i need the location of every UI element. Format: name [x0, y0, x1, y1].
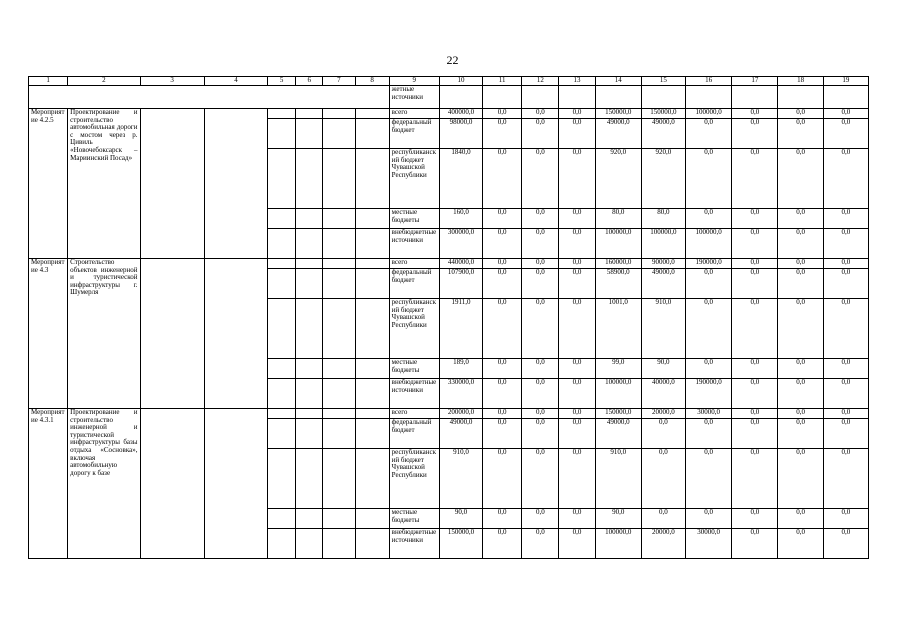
- funding-source: местные бюджеты: [389, 209, 439, 229]
- amount-cell: 90,0: [595, 509, 641, 529]
- amount-cell: 30000,0: [686, 529, 732, 559]
- amount-cell: 0,0: [559, 409, 595, 419]
- empty-cell: [296, 529, 323, 559]
- amount-cell: 0,0: [559, 509, 595, 529]
- empty-cell: [268, 149, 296, 209]
- amount-cell: 0,0: [522, 409, 559, 419]
- empty-cell: [355, 379, 389, 409]
- funding-source: федеральный бюджет: [389, 419, 439, 449]
- amount-cell: 0,0: [778, 149, 823, 209]
- empty-cell: [296, 209, 323, 229]
- amount-cell: 0,0: [522, 269, 559, 299]
- funding-source: республиканский бюджет Чувашской Республики: [389, 449, 439, 509]
- empty-cell: [140, 259, 204, 409]
- amount-cell: 0,0: [686, 119, 732, 149]
- amount-cell: 0,0: [559, 419, 595, 449]
- event-code: Мероприятие 4.3.1: [29, 409, 68, 559]
- table-row: [29, 409, 869, 419]
- amount-cell: 0,0: [823, 229, 868, 259]
- amount-cell: 0,0: [522, 149, 559, 209]
- funding-source: всего: [389, 109, 439, 119]
- empty-cell: [355, 529, 389, 559]
- amount-cell: 0,0: [483, 359, 522, 379]
- amount-cell: 400000,0: [439, 109, 482, 119]
- amount-cell: [686, 86, 732, 109]
- column-number: 1: [29, 77, 68, 86]
- amount-cell: 0,0: [559, 529, 595, 559]
- event-title: Проектирование и строительство инженерной и туристической инфраструктуры базы отдыха «Сосновка», включая автомобильную дорогу к базе: [68, 409, 140, 559]
- amount-cell: 0,0: [522, 529, 559, 559]
- amount-cell: 0,0: [559, 109, 595, 119]
- amount-cell: 0,0: [559, 449, 595, 509]
- amount-cell: 0,0: [483, 259, 522, 269]
- amount-cell: 0,0: [778, 449, 823, 509]
- empty-cell: [355, 269, 389, 299]
- column-number: 3: [140, 77, 204, 86]
- amount-cell: 0,0: [522, 449, 559, 509]
- empty-cell: [268, 529, 296, 559]
- amount-cell: 0,0: [522, 119, 559, 149]
- empty-cell: [323, 449, 355, 509]
- empty-cell: [296, 119, 323, 149]
- amount-cell: 0,0: [823, 259, 868, 269]
- funding-source: республиканский бюджет Чувашской Республики: [389, 149, 439, 209]
- empty-cell: [268, 299, 296, 359]
- amount-cell: 0,0: [778, 229, 823, 259]
- amount-cell: 0,0: [686, 299, 732, 359]
- amount-cell: 0,0: [522, 209, 559, 229]
- amount-cell: 49000,0: [439, 419, 482, 449]
- amount-cell: 150000,0: [439, 529, 482, 559]
- empty-cell: [323, 379, 355, 409]
- amount-cell: [559, 86, 595, 109]
- amount-cell: 0,0: [559, 379, 595, 409]
- amount-cell: 0,0: [483, 229, 522, 259]
- amount-cell: 150000,0: [595, 109, 641, 119]
- funding-source: внебюджетные источники: [389, 379, 439, 409]
- amount-cell: 0,0: [522, 259, 559, 269]
- amount-cell: 0,0: [778, 509, 823, 529]
- empty-cell: [296, 379, 323, 409]
- funding-source: федеральный бюджет: [389, 119, 439, 149]
- amount-cell: 190000,0: [686, 379, 732, 409]
- amount-cell: 0,0: [823, 419, 868, 449]
- column-number: 17: [732, 77, 778, 86]
- column-number: 19: [823, 77, 868, 86]
- empty-cell: [355, 229, 389, 259]
- amount-cell: 0,0: [641, 449, 685, 509]
- amount-cell: 0,0: [522, 379, 559, 409]
- amount-cell: 90,0: [641, 359, 685, 379]
- amount-cell: [595, 86, 641, 109]
- amount-cell: 920,0: [595, 149, 641, 209]
- amount-cell: 200000,0: [439, 409, 482, 419]
- amount-cell: 58900,0: [595, 269, 641, 299]
- empty-cell: [355, 259, 389, 269]
- column-number: 13: [559, 77, 595, 86]
- amount-cell: 0,0: [559, 259, 595, 269]
- empty-cell: [355, 119, 389, 149]
- amount-cell: 0,0: [732, 509, 778, 529]
- amount-cell: 0,0: [823, 359, 868, 379]
- amount-cell: 0,0: [732, 359, 778, 379]
- header-row: [29, 77, 869, 86]
- amount-cell: 0,0: [732, 229, 778, 259]
- amount-cell: 0,0: [823, 209, 868, 229]
- amount-cell: 0,0: [778, 409, 823, 419]
- amount-cell: 0,0: [483, 379, 522, 409]
- empty-cell: [296, 149, 323, 209]
- amount-cell: 0,0: [559, 269, 595, 299]
- amount-cell: 0,0: [483, 529, 522, 559]
- empty-cell: [296, 229, 323, 259]
- amount-cell: 107900,0: [439, 269, 482, 299]
- amount-cell: 0,0: [483, 449, 522, 509]
- amount-cell: 0,0: [732, 209, 778, 229]
- amount-cell: [778, 86, 823, 109]
- amount-cell: 0,0: [732, 269, 778, 299]
- amount-cell: [641, 86, 685, 109]
- empty-cell: [204, 409, 267, 559]
- funding-source: республиканский бюджет Чувашской Республики: [389, 299, 439, 359]
- amount-cell: [483, 86, 522, 109]
- empty-cell: [296, 449, 323, 509]
- empty-cell: [296, 109, 323, 119]
- budget-table: [28, 76, 869, 559]
- amount-cell: [439, 86, 482, 109]
- empty-cell: [323, 509, 355, 529]
- amount-cell: 0,0: [732, 109, 778, 119]
- empty-cell: [204, 109, 267, 259]
- amount-cell: 0,0: [522, 109, 559, 119]
- amount-cell: 0,0: [823, 299, 868, 359]
- amount-cell: 0,0: [559, 299, 595, 359]
- empty-cell: [355, 149, 389, 209]
- empty-cell: [323, 259, 355, 269]
- amount-cell: 49000,0: [595, 119, 641, 149]
- amount-cell: 0,0: [483, 209, 522, 229]
- empty-cell: [355, 209, 389, 229]
- empty-cell: [355, 509, 389, 529]
- amount-cell: 0,0: [778, 119, 823, 149]
- amount-cell: 0,0: [778, 419, 823, 449]
- column-number: 7: [323, 77, 355, 86]
- amount-cell: 0,0: [778, 379, 823, 409]
- amount-cell: 0,0: [559, 149, 595, 209]
- amount-cell: 100000,0: [595, 229, 641, 259]
- amount-cell: 49000,0: [641, 269, 685, 299]
- column-number: 4: [204, 77, 267, 86]
- empty-cell: [268, 509, 296, 529]
- amount-cell: 189,0: [439, 359, 482, 379]
- empty-cell: [296, 359, 323, 379]
- amount-cell: 0,0: [778, 529, 823, 559]
- amount-cell: 100000,0: [595, 379, 641, 409]
- amount-cell: 100000,0: [641, 229, 685, 259]
- empty-cell: [355, 359, 389, 379]
- amount-cell: 0,0: [483, 509, 522, 529]
- amount-cell: 0,0: [522, 299, 559, 359]
- amount-cell: 90,0: [439, 509, 482, 529]
- amount-cell: 99,0: [595, 359, 641, 379]
- amount-cell: 150000,0: [641, 109, 685, 119]
- amount-cell: 0,0: [686, 149, 732, 209]
- amount-cell: 150000,0: [595, 409, 641, 419]
- event-code: Мероприятие 4.2.5: [29, 109, 68, 259]
- column-number: 14: [595, 77, 641, 86]
- amount-cell: 0,0: [778, 209, 823, 229]
- amount-cell: 0,0: [641, 419, 685, 449]
- column-number: 11: [483, 77, 522, 86]
- amount-cell: [732, 86, 778, 109]
- empty-cell: [355, 449, 389, 509]
- amount-cell: 20000,0: [641, 409, 685, 419]
- amount-cell: 0,0: [641, 509, 685, 529]
- empty-cell: [296, 259, 323, 269]
- amount-cell: 20000,0: [641, 529, 685, 559]
- empty-cell: [268, 419, 296, 449]
- amount-cell: 0,0: [686, 509, 732, 529]
- amount-cell: 0,0: [686, 359, 732, 379]
- empty-cell: [268, 109, 296, 119]
- empty-cell: [296, 419, 323, 449]
- amount-cell: 910,0: [595, 449, 641, 509]
- column-number: 15: [641, 77, 685, 86]
- column-number: 18: [778, 77, 823, 86]
- amount-cell: 0,0: [823, 119, 868, 149]
- empty-cell: [268, 229, 296, 259]
- amount-cell: 0,0: [483, 409, 522, 419]
- amount-cell: 0,0: [732, 449, 778, 509]
- amount-cell: 49000,0: [595, 419, 641, 449]
- amount-cell: 0,0: [559, 119, 595, 149]
- amount-cell: 0,0: [522, 229, 559, 259]
- empty-cell: [268, 409, 296, 419]
- column-number: 8: [355, 77, 389, 86]
- empty-cell: [268, 359, 296, 379]
- amount-cell: 0,0: [559, 359, 595, 379]
- amount-cell: 0,0: [823, 409, 868, 419]
- funding-source: местные бюджеты: [389, 509, 439, 529]
- amount-cell: 0,0: [732, 529, 778, 559]
- amount-cell: 0,0: [686, 419, 732, 449]
- amount-cell: 0,0: [686, 209, 732, 229]
- amount-cell: 100000,0: [686, 229, 732, 259]
- amount-cell: 40000,0: [641, 379, 685, 409]
- amount-cell: 100000,0: [686, 109, 732, 119]
- table-row: [29, 86, 869, 109]
- amount-cell: 0,0: [823, 149, 868, 209]
- amount-cell: 0,0: [778, 299, 823, 359]
- funding-source: внебюджетные источники: [389, 229, 439, 259]
- amount-cell: 1840,0: [439, 149, 482, 209]
- page-number: 22: [446, 53, 459, 67]
- empty-cell: [268, 119, 296, 149]
- amount-cell: 0,0: [559, 209, 595, 229]
- amount-cell: 0,0: [778, 259, 823, 269]
- empty-cell: [268, 209, 296, 229]
- empty-cell: [204, 259, 267, 409]
- amount-cell: 0,0: [732, 419, 778, 449]
- amount-cell: 0,0: [732, 409, 778, 419]
- amount-cell: 80,0: [641, 209, 685, 229]
- empty-cell: [323, 529, 355, 559]
- empty-cell: [296, 409, 323, 419]
- amount-cell: 0,0: [559, 229, 595, 259]
- amount-cell: 0,0: [823, 509, 868, 529]
- amount-cell: 440000,0: [439, 259, 482, 269]
- funding-source: федеральный бюджет: [389, 269, 439, 299]
- amount-cell: 0,0: [732, 149, 778, 209]
- empty-cell: [323, 209, 355, 229]
- funding-source: внебюджетные источники: [389, 529, 439, 559]
- empty-cell: [296, 509, 323, 529]
- amount-cell: 0,0: [823, 449, 868, 509]
- event-code: Мероприятие 4.3: [29, 259, 68, 409]
- amount-cell: 920,0: [641, 149, 685, 209]
- empty-cell: [323, 359, 355, 379]
- funding-source: всего: [389, 259, 439, 269]
- amount-cell: 0,0: [778, 269, 823, 299]
- amount-cell: 98000,0: [439, 119, 482, 149]
- empty-cell: [268, 449, 296, 509]
- table-row: [29, 109, 869, 119]
- amount-cell: 330000,0: [439, 379, 482, 409]
- empty-cell: [296, 269, 323, 299]
- amount-cell: 0,0: [732, 119, 778, 149]
- empty-cell: [355, 419, 389, 449]
- empty-cell: [140, 109, 204, 259]
- amount-cell: 0,0: [483, 109, 522, 119]
- amount-cell: 910,0: [439, 449, 482, 509]
- empty-cell: [323, 269, 355, 299]
- amount-cell: 0,0: [522, 509, 559, 529]
- empty-cell: [296, 299, 323, 359]
- amount-cell: 0,0: [522, 359, 559, 379]
- amount-cell: 49000,0: [641, 119, 685, 149]
- column-number: 10: [439, 77, 482, 86]
- empty-cell: [140, 409, 204, 559]
- amount-cell: 0,0: [778, 359, 823, 379]
- event-title: Проектирование и строительство автомобильная дороги с мостом через р. Цивиль «Новочебоксарск – Мариинский Посад»: [68, 109, 140, 259]
- amount-cell: 0,0: [686, 269, 732, 299]
- amount-cell: 30000,0: [686, 409, 732, 419]
- amount-cell: [522, 86, 559, 109]
- amount-cell: 160000,0: [595, 259, 641, 269]
- amount-cell: 0,0: [732, 379, 778, 409]
- funding-source: всего: [389, 409, 439, 419]
- amount-cell: 190000,0: [686, 259, 732, 269]
- amount-cell: 300000,0: [439, 229, 482, 259]
- empty-cell: [355, 109, 389, 119]
- amount-cell: 0,0: [732, 299, 778, 359]
- funding-source: жетные источники: [389, 86, 439, 109]
- amount-cell: 0,0: [483, 419, 522, 449]
- empty-cell: [355, 299, 389, 359]
- amount-cell: 0,0: [732, 259, 778, 269]
- amount-cell: 80,0: [595, 209, 641, 229]
- amount-cell: 90000,0: [641, 259, 685, 269]
- amount-cell: 0,0: [823, 529, 868, 559]
- empty-cell: [323, 149, 355, 209]
- amount-cell: 0,0: [778, 109, 823, 119]
- column-number: 16: [686, 77, 732, 86]
- amount-cell: 100000,0: [595, 529, 641, 559]
- amount-cell: 160,0: [439, 209, 482, 229]
- empty-cell: [323, 119, 355, 149]
- amount-cell: 0,0: [823, 269, 868, 299]
- empty-cell: [268, 259, 296, 269]
- empty-cell: [323, 419, 355, 449]
- amount-cell: 1001,0: [595, 299, 641, 359]
- empty-cell: [268, 269, 296, 299]
- amount-cell: 910,0: [641, 299, 685, 359]
- funding-source: местные бюджеты: [389, 359, 439, 379]
- amount-cell: 0,0: [522, 419, 559, 449]
- amount-cell: 0,0: [483, 149, 522, 209]
- empty-cell: [268, 379, 296, 409]
- column-number: 6: [296, 77, 323, 86]
- amount-cell: 0,0: [823, 379, 868, 409]
- table-row: [29, 259, 869, 269]
- empty-cell: [323, 409, 355, 419]
- empty-cell: [323, 299, 355, 359]
- empty-cell: [355, 409, 389, 419]
- amount-cell: 1911,0: [439, 299, 482, 359]
- amount-cell: 0,0: [686, 449, 732, 509]
- amount-cell: 0,0: [483, 119, 522, 149]
- continuation-cell: [29, 86, 390, 109]
- column-number: 2: [68, 77, 140, 86]
- amount-cell: 0,0: [483, 269, 522, 299]
- amount-cell: 0,0: [823, 109, 868, 119]
- empty-cell: [323, 109, 355, 119]
- amount-cell: 0,0: [483, 299, 522, 359]
- column-number: 5: [268, 77, 296, 86]
- event-title: Строительство объектов инженерной и туристической инфраструктуры г. Шумерля: [68, 259, 140, 409]
- column-number: 9: [389, 77, 439, 86]
- amount-cell: [823, 86, 868, 109]
- column-number: 12: [522, 77, 559, 86]
- empty-cell: [323, 229, 355, 259]
